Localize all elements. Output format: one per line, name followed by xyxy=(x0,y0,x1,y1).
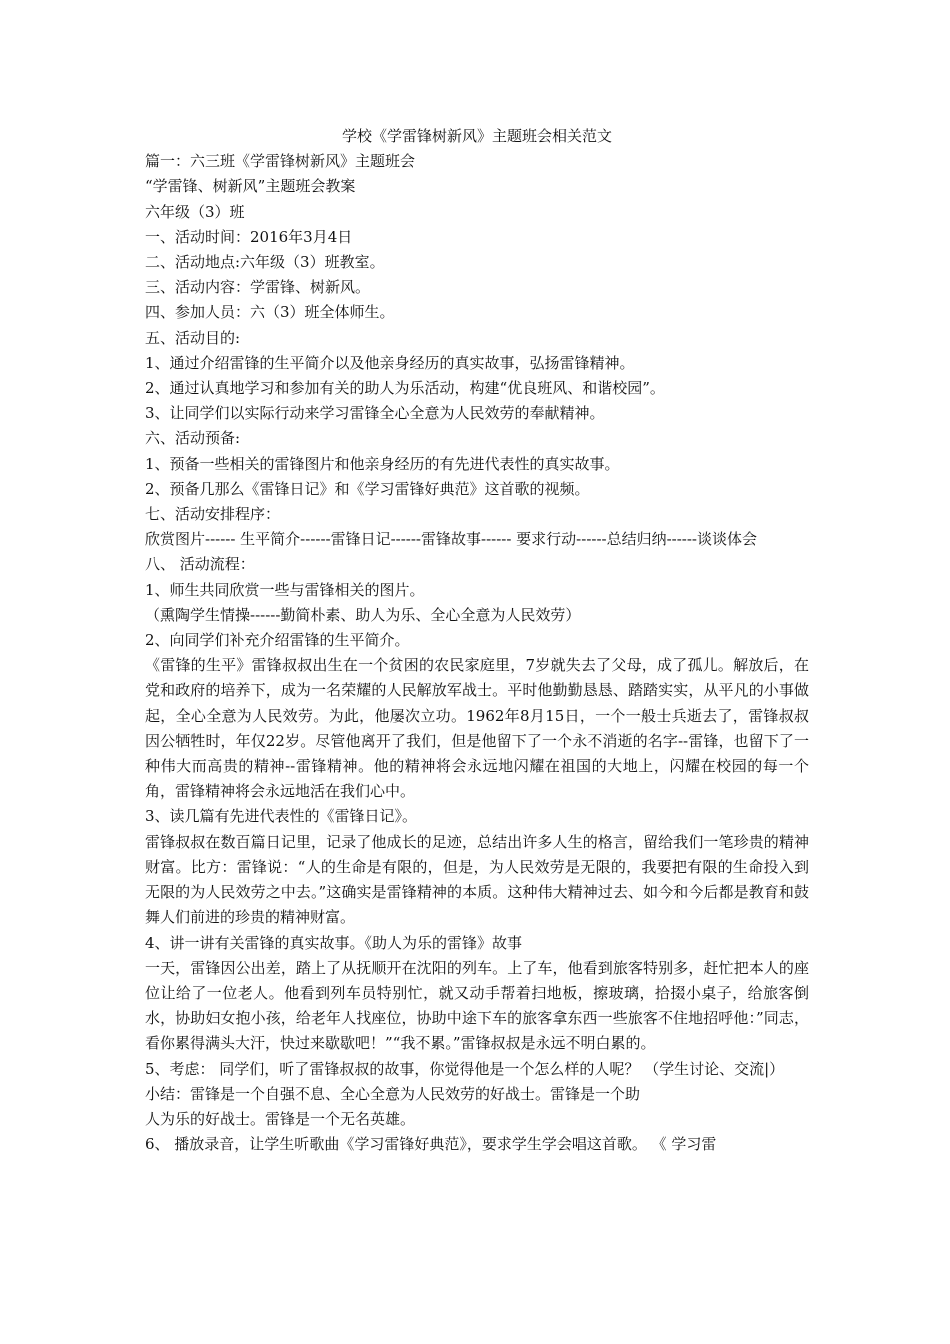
process-step: 4、讲一讲有关雷锋的真实故事。《助人为乐的雷锋》故事 xyxy=(145,933,523,952)
article-heading: 篇一：六三班《学雷锋树新风》主题班会 xyxy=(145,152,416,171)
document-body xyxy=(145,124,809,1157)
process-step: 3、读几篇有先进代表性的《雷锋日记》。 xyxy=(145,807,418,826)
preparation-item: 1、预备一些相关的雷锋图片和他亲身经历的有先进代表性的真实故事。 xyxy=(145,454,620,473)
process-note: （熏陶学生情操------勤简朴素、助人为乐、全心全意为人民效劳） xyxy=(145,605,581,624)
section-heading-purpose: 五、活动目的: xyxy=(145,328,241,347)
process-step: 6、 播放录音，让学生听歌曲《学习雷锋好典范》，要求学生学会唱这首歌。 《 学习雷 xyxy=(145,1135,717,1154)
purpose-item: 1、通过介绍雷锋的生平简介以及他亲身经历的真实故事，弘扬雷锋精神。 xyxy=(145,353,635,372)
summary-line: 人为乐的好战士。雷锋是一个无名英雄。 xyxy=(145,1109,416,1128)
story-paragraph: 一天，雷锋因公出差，踏上了从抚顺开在沈阳的列车。上了车，他看到旅客特别多，赶忙把本人的座位让给了一位老人。他看到列车员特别忙，就又动手帮着扫地板，擦玻璃，拾掇小桌子，给旅客倒水，协助妇女抱小孩，给老年人找座位，协助中途下车的旅客拿东西一些旅客不住地招呼他：”同志，看你累得满头大汗，快过来歇歇吧！”“我不累。”雷锋叔叔是永远不明白累的。 xyxy=(145,958,809,1053)
activity-time: 一、活动时间：2016年3月4日 xyxy=(145,227,353,246)
process-step: 2、向同学们补充介绍雷锋的生平简介。 xyxy=(145,631,410,650)
diary-paragraph: 雷锋叔叔在数百篇日记里，记录了他成长的足迹，总结出许多人生的格言，留给我们一笔珍贵的精神财富。比方：雷锋说：“人的生命是有限的，但是，为人民效劳是无限的，我要把有限的生命投入到无限的为人民效劳之中去。”这确实是雷锋精神的本质。这种伟大精神过去、如今和今后都是教育和鼓舞人们前进的珍贵的精神财富。 xyxy=(145,832,809,927)
activity-location: 二、活动地点:六年级（3）班教室。 xyxy=(145,253,385,272)
biography-paragraph: 《雷锋的生平》雷锋叔叔出生在一个贫困的农民家庭里，7岁就失去了父母，成了孤儿。解放后，在党和政府的培养下，成为一名荣耀的人民解放军战士。平时他勤勤恳恳、踏踏实实，从平凡的小事做起，全心全意为人民效劳。为此，他屡次立功。1962年8月15日，一个一般士兵逝去了，雷锋叔叔因公牺牲时，年仅22岁。尽管他离开了我们，但是他留下了一个永不消逝的名字--雷锋，也留下了一种伟大而高贵的精神--雷锋精神。他的精神将会永远地闪耀在祖国的大地上，闪耀在校园的每一个角，雷锋精神将会永远地活在我们心中。 xyxy=(145,656,809,801)
summary-line: 小结：雷锋是一个自强不息、全心全意为人民效劳的好战士。雷锋是一个助 xyxy=(145,1084,641,1103)
activity-content: 三、活动内容：学雷锋、树新风。 xyxy=(145,278,371,297)
section-heading-process: 八、 活动流程： xyxy=(145,555,255,574)
lesson-plan-title: “学雷锋、树新风”主题班会教案 xyxy=(145,177,356,196)
document-title: 学校《学雷锋树新风》主题班会相关范文 xyxy=(341,127,612,145)
section-heading-preparation: 六、活动预备: xyxy=(145,429,241,448)
participants: 四、参加人员：六（3）班全体师生。 xyxy=(145,303,395,322)
schedule-sequence: 欣赏图片------ 生平简介------雷锋日记------雷锋故事------ 要求行动------总结归纳------谈谈体会 xyxy=(145,530,758,549)
preparation-item: 2、预备几那么《雷锋日记》和《学习雷锋好典范》这首歌的视频。 xyxy=(145,479,590,498)
process-step: 1、师生共同欣赏一些与雷锋相关的图片。 xyxy=(145,580,425,599)
section-heading-schedule: 七、活动安排程序： xyxy=(145,505,281,524)
reflection-question: 5、考虑： 同学们，听了雷锋叔叔的故事，你觉得他是一个怎么样的人呢？ （学生讨论、交流|） xyxy=(145,1059,785,1078)
class-name: 六年级（3）班 xyxy=(145,202,245,221)
purpose-item: 3、让同学们以实际行动来学习雷锋全心全意为人民效劳的奉献精神。 xyxy=(145,404,605,423)
purpose-item: 2、通过认真地学习和参加有关的助人为乐活动，构建“优良班风、和谐校园”。 xyxy=(145,379,665,398)
